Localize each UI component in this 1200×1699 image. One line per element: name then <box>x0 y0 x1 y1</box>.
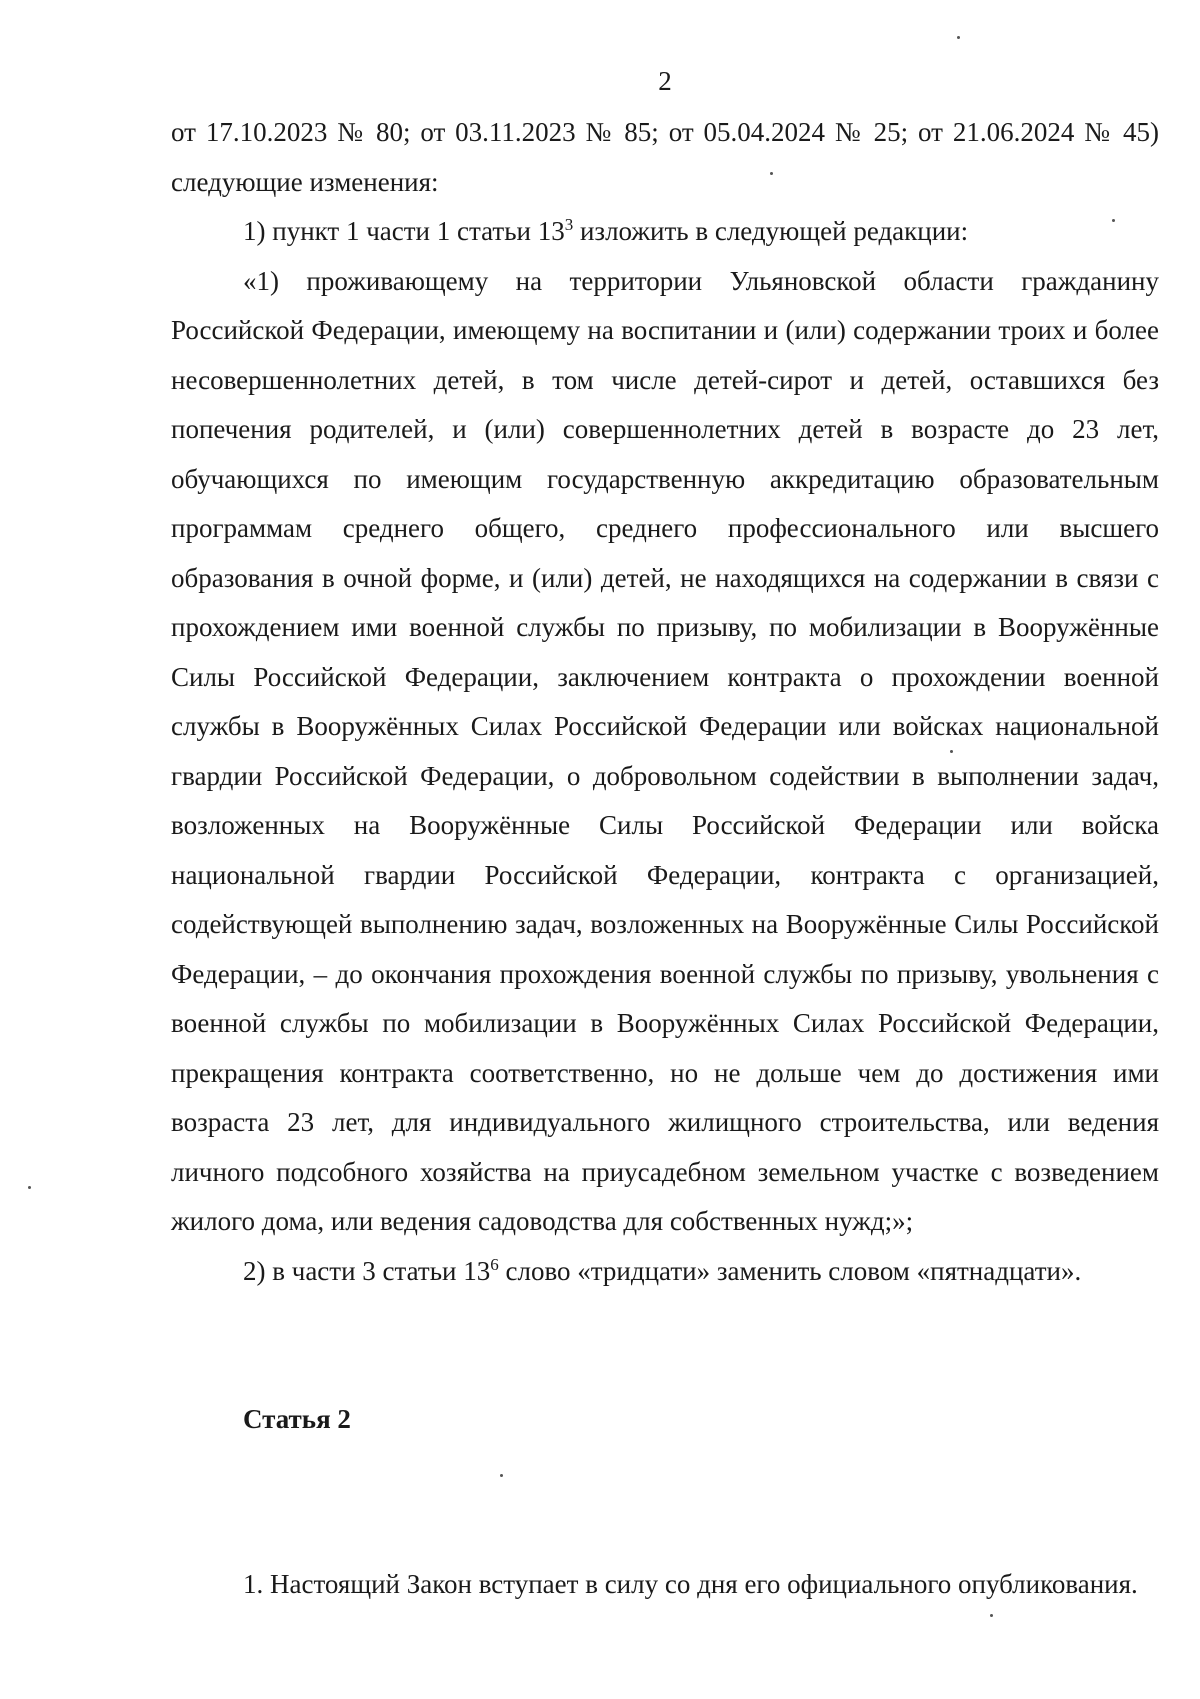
article-2-heading: Статья 2 <box>243 1404 351 1434</box>
scan-speck <box>990 1614 993 1617</box>
item-2-prefix: 2) в части 3 статьи 13 <box>243 1255 491 1286</box>
scan-speck <box>770 172 773 175</box>
item-2-superscript: 6 <box>490 1254 499 1274</box>
item-1 <box>171 207 1159 257</box>
scan-speck <box>1112 219 1115 222</box>
article-1-body <box>171 108 1159 1296</box>
item-1-suffix: изложить в следующей редакции: <box>573 216 969 246</box>
item-2 <box>171 1247 1159 1297</box>
item-2-suffix: слово «тридцати» заменить словом «пятнадцати». <box>498 1255 1082 1286</box>
item-1-prefix: 1) пункт 1 части 1 статьи 13 <box>243 216 565 246</box>
article-2-item-1: 1. Настоящий Закон вступает в силу со дня его официального опубликования. <box>243 1569 1138 1599</box>
article-2-body <box>171 1558 1159 1611</box>
scan-speck <box>957 36 960 39</box>
item-1-superscript: 3 <box>564 215 574 234</box>
intro-line: от 17.10.2023 № 80; от 03.11.2023 № 85; от 05.04.2024 № 25; от 21.06.2024 № 45) следующие изменения: <box>171 117 1159 197</box>
scan-speck <box>950 750 953 753</box>
scan-speck <box>28 1186 31 1189</box>
quoted-paragraph: «1) проживающему на территории Ульяновской области гражданину Российской Федерации, имеющему на воспитании и (или) содержании троих и более несовершеннолетних детей, в том числе детей-сирот и детей, оставшихся без попечения родителей, и (или) совершеннолетних детей в возрасте до 23 лет, обучающихся по имеющим государственную аккредитацию образовательным программам среднего общего, среднего профессионального или высшего образования в очной форме, и (или) детей, не находящихся на содержании в связи с прохождением ими военной службы по призыву, по мобилизации в Вооружённые Силы Российской Федерации, заключением контракта о прохождении военной службы в Вооружённых Силах Российской Федерации или войсках национальной гвардии Российской Федерации, о добровольном содействии в выполнении задач, возложенных на Вооружённые Силы Российской Федерации или войска национальной гвардии Российской Федерации, контракта с организацией, содействующей выполнению задач, возложенных на Вооружённые Силы Российской Федерации, – до окончания прохождения военной службы по призыву, увольнения с военной службы по мобилизации в Вооружённых Силах Российской Федерации, прекращения контракта соответственно, но не дольше чем до достижения ими возраста 23 лет, для индивидуального жилищного строительства, или ведения личного подсобного хозяйства на приусадебном земельном участке с возведением жилого дома, или ведения садоводства для собственных нужд;»; <box>171 265 1159 1236</box>
page-number: 2 <box>658 66 672 96</box>
scan-speck <box>500 1474 503 1477</box>
